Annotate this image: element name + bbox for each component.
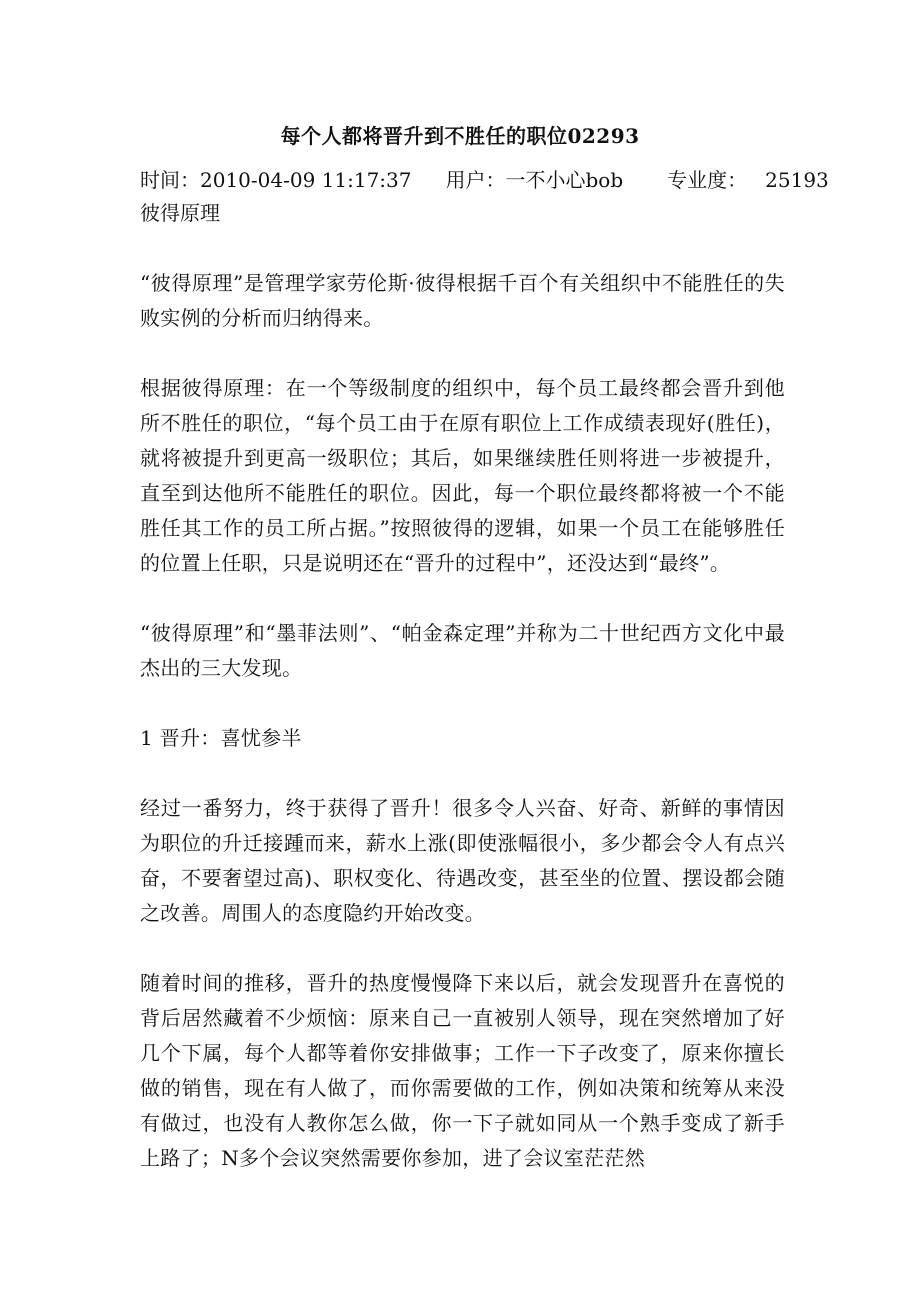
paragraph-principle: 根据彼得原理：在一个等级制度的组织中，每个员工最终都会晋升到他所不胜任的职位，“每个员工由于在原有职位上工作成绩表现好(胜任)，就将被提升到更高一级职位；其后，如果继续胜任则将进一步被提升，直至到达他所不能胜任的职位。因此，每一个职位最终都将被一个不能胜任其工作的员工所占据。”按照彼得的逻辑，如果一个员工在能够胜任的位置上任职，只是说明还在“晋升的过程中”，还没达到“最终”。 <box>140 376 785 575</box>
section-heading: 1 晋升：喜忧参半 <box>140 726 302 750</box>
paragraph-promotion-excitement: 经过一番努力，终于获得了晋升！很多令人兴奋、好奇、新鲜的事情因为职位的升迁接踵而来，薪水上涨(即使涨幅很小，多少都会令人有点兴奋，不要奢望过高)、职权变化、待遇改变，甚至坐的位置、摆设都会随之改善。周围人的态度隐约开始改变。 <box>140 796 785 925</box>
paragraph-three-discoveries: “彼得原理”和“墨菲法则”、“帕金森定理”并称为二十世纪西方文化中最杰出的三大发现。 <box>140 621 785 680</box>
paragraph-definition: “彼得原理”是管理学家劳伦斯·彼得根据千百个有关组织中不能胜任的失败实例的分析而归纳得来。 <box>140 271 785 330</box>
document-subtitle: 彼得原理 <box>140 201 220 225</box>
meta-user: 用户：一不小心bob <box>445 168 624 192</box>
meta-time: 时间：2010-04-09 11:17:37 <box>140 168 412 192</box>
document-title: 每个人都将晋升到不胜任的职位02293 <box>280 124 640 148</box>
meta-expertise-label: 专业度： <box>667 168 748 192</box>
paragraph-promotion-worries: 随着时间的推移，晋升的热度慢慢降下来以后，就会发现晋升在喜悦的背后居然藏着不少烦恼：原来自己一直被别人领导，现在突然增加了好几个下属，每个人都等着你安排做事；工作一下子改变了，原来你擅长做的销售，现在有人做了，而你需要做的工作，例如决策和统筹从来没有做过，也没有人教你怎么做，你一下子就如同从一个熟手变成了新手上路了；N多个会议突然需要你参加，进了会议室茫茫然 <box>140 971 785 1170</box>
document-meta <box>140 165 830 195</box>
meta-expertise-value: 25193 <box>765 168 829 192</box>
document-body <box>140 266 785 1211</box>
